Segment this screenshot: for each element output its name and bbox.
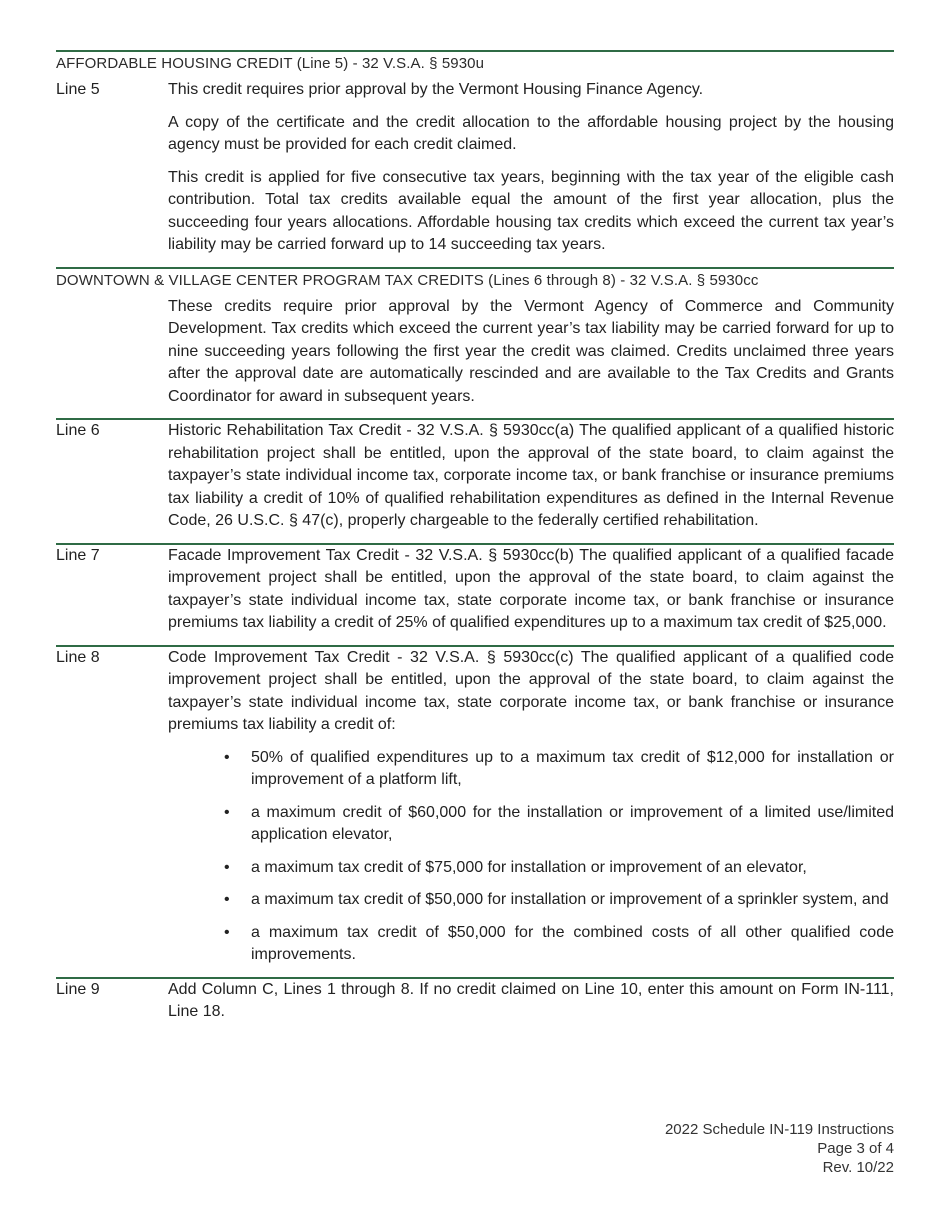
line-7-text: Facade Improvement Tax Credit - 32 V.S.A. § 5930cc(b) The qualified applicant of a qualified facade improvement project shall be entitled, upon the approval of the state board, to claim against the taxpayer’s state individual income tax, state corporate income tax, or bank franchise or insurance premiums tax liability a credit of 25% of qualified expenditures up to a maximum tax credit of $25,000. <box>168 546 894 631</box>
list-item: • 50% of qualified expenditures up to a maximum tax credit of $12,000 for installation or improvement of a platform lift, <box>224 748 894 788</box>
bullet-icon: • <box>224 803 230 821</box>
line-5-label: Line 5 <box>56 81 100 98</box>
footer-page-number: Page 3 of 4 <box>817 1140 894 1157</box>
downtown-paragraph: These credits require prior approval by the Vermont Agency of Commerce and Community Development. Tax credits which exceed the current year’s tax liability may be carried forward for up to nine succeeding years following the first year the credit was claimed. Credits unclaimed three years after the approval date are automatically rescinded and are available to the Tax Credits and Grants Coordinator for award in subsequent years. <box>168 297 894 405</box>
list-item: • a maximum tax credit of $75,000 for installation or improvement of an elevator, <box>224 857 894 880</box>
list-item: • a maximum tax credit of $50,000 for the combined costs of all other qualified code improvements. <box>224 923 894 963</box>
line-8-label: Line 8 <box>56 648 100 666</box>
bullet-icon: • <box>224 923 230 941</box>
affordable-housing-heading: AFFORDABLE HOUSING CREDIT (Line 5) - 32 V.S.A. § 5930u <box>56 55 485 72</box>
bullet-icon: • <box>224 858 230 876</box>
line-6-label: Line 6 <box>56 422 100 439</box>
list-item: • a maximum credit of $60,000 for the installation or improvement of a limited use/limited application elevator, <box>224 803 894 843</box>
section-divider <box>56 50 894 52</box>
line-5-paragraph-3: This credit is applied for five consecutive tax years, beginning with the tax year of the eligible cash contribution. Total tax credits available equal the amount of the first year allocation, plus the succeeding four years allocations. Affordable housing tax credits which exceed the current tax year’s liability may be carried forward up to 14 succeeding tax years. <box>168 168 894 253</box>
line-5-paragraph-1: This credit requires prior approval by the Vermont Housing Finance Agency. <box>168 81 704 98</box>
downtown-village-heading: DOWNTOWN & VILLAGE CENTER PROGRAM TAX CREDITS (Lines 6 through 8) - 32 V.S.A. § 5930cc <box>56 271 759 289</box>
line-9-label: Line 9 <box>56 980 100 998</box>
downtown-row <box>56 296 894 419</box>
line-5-paragraph-2: A copy of the certificate and the credit allocation to the affordable housing project by the housing agency must be provided for each credit claimed. <box>168 113 894 153</box>
footer-title: 2022 Schedule IN-119 Instructions <box>664 1121 894 1138</box>
line-7-label: Line 7 <box>56 546 100 564</box>
code-improvement-list <box>168 747 894 967</box>
line-7-row <box>56 545 894 645</box>
line-6-text: Historic Rehabilitation Tax Credit - 32 V.S.A. § 5930cc(a) The qualified applicant of a qualified historic rehabilitation project shall be entitled, upon the approval of the state board, to claim against the taxpayer’s state individual income tax, corporate income tax, or bank franchise or insurance premiums tax liability a credit of 10% of qualified rehabilitation expenditures as defined in the Internal Revenue Code, 26 U.S.C. § 47(c), properly chargeable to the federally certified rehabilitation. <box>168 422 894 529</box>
footer-revision: Rev. 10/22 <box>822 1159 894 1176</box>
section-divider <box>56 267 894 269</box>
line-8-text: Code Improvement Tax Credit - 32 V.S.A. § 5930cc(c) The qualified applicant of a qualified code improvement project shall be entitled, upon the approval of the state board, to claim against the taxpayer’s state individual income tax, state corporate income tax, or bank franchise or insurance premiums tax liability a credit of: <box>168 648 894 733</box>
line-8-row <box>56 647 894 977</box>
line-9-text: Add Column C, Lines 1 through 8. If no credit claimed on Line 10, enter this amount on Form IN-111, Line 18. <box>168 980 894 1020</box>
line-5-row <box>56 79 894 267</box>
line-9-row <box>56 979 894 1034</box>
line-6-row <box>56 420 894 543</box>
list-item: • a maximum tax credit of $50,000 for installation or improvement of a sprinkler system, and <box>224 889 894 912</box>
instructions-page <box>56 50 894 1034</box>
page-footer <box>665 1120 894 1177</box>
bullet-icon: • <box>224 891 230 908</box>
bullet-icon: • <box>224 748 230 766</box>
